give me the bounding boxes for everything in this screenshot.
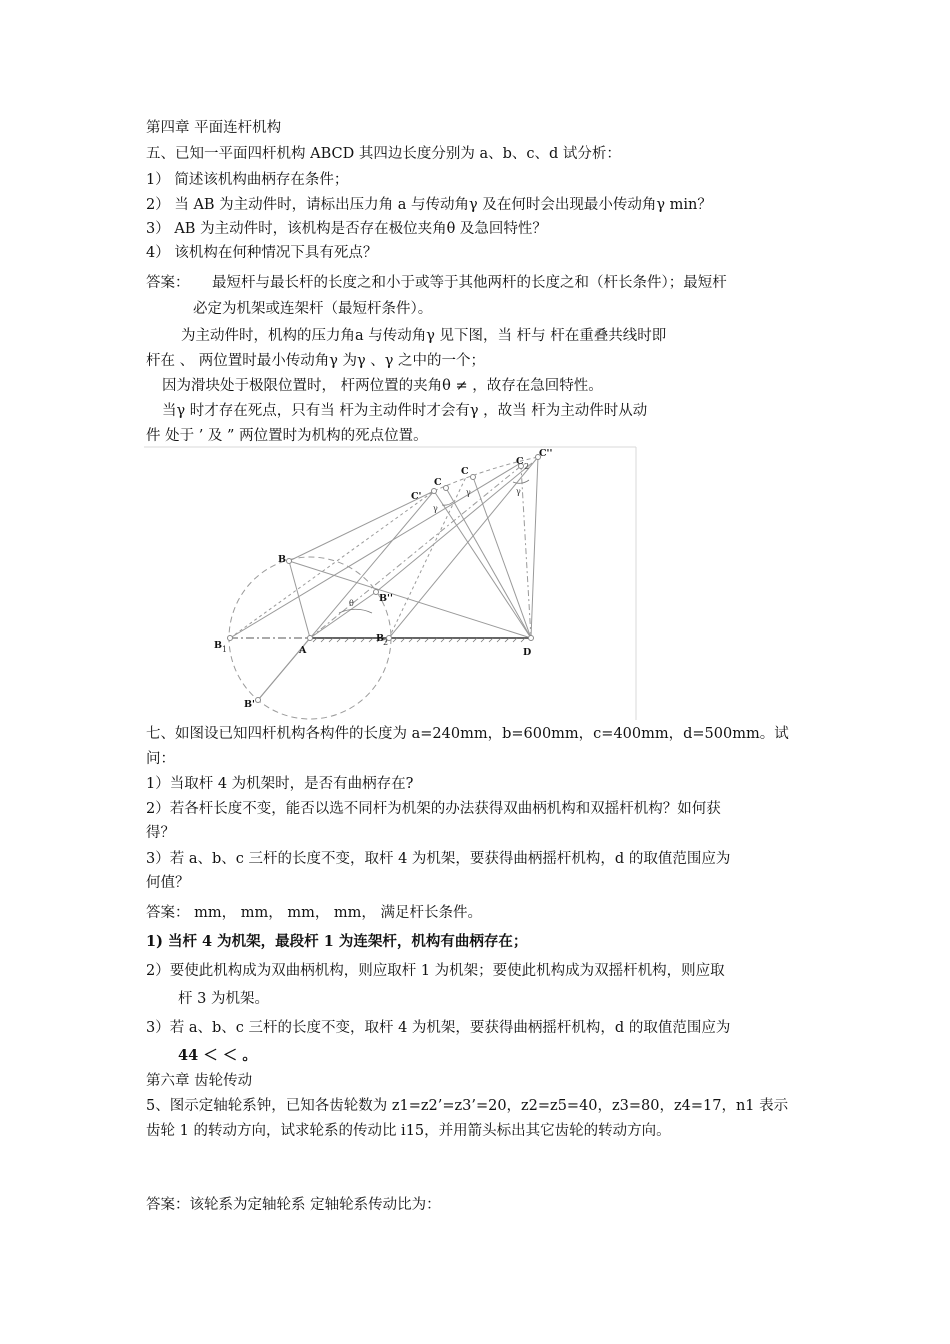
joint-C — [444, 486, 449, 491]
coupler-B-prime-C-prime — [258, 491, 434, 700]
label-theta: θ — [349, 599, 354, 608]
question-item: 3） AB 为主动件时，该机构是否存在极位夹角θ 及急回特性？ — [146, 221, 547, 237]
answer-item: 44 ＜ ＜ 。 — [178, 1047, 257, 1064]
rocker-DC-prime — [434, 491, 531, 638]
answer-line: 杆在 、 两位置时最小传动角γ 为γ 、γ 之中的一个； — [146, 353, 486, 369]
link-BD — [289, 561, 531, 638]
question-stem: 七、如图设已知四杆机构各构件的长度为 a=240mm，b=600mm，c=400mm，d=500mm。试 — [146, 726, 789, 742]
label-C1: C — [461, 466, 469, 477]
answer-item: 3）若 a、b、c 三杆的长度不变，取杆 4 为机架，要获得曲柄摇杆机构，d 的取值范围应为 — [146, 1020, 731, 1036]
joint-C-prime — [432, 489, 437, 494]
question-item: 1）当取杆 4 为机架时，是否有曲柄存在? — [146, 776, 414, 792]
question-item: 3）若 a、b、c 三杆的长度不变，取杆 4 为机架，要获得曲柄摇杆机构，d 的取值范围应为 — [146, 851, 731, 867]
question-item: 1） 简述该机构曲柄存在条件； — [146, 172, 349, 188]
question-stem: 问： — [146, 751, 175, 767]
four-bar-mechanism-figure — [143, 445, 637, 720]
label-C-prime: C' — [411, 491, 422, 502]
rocker-DC-dprime — [531, 457, 538, 638]
question-item: 得？ — [146, 825, 175, 841]
answer-item: 杆 3 为机架。 — [178, 991, 269, 1007]
joint-B-prime — [256, 698, 261, 703]
chapter-title: 第六章 齿轮传动 — [146, 1073, 253, 1089]
question-stem: 5、图示定轴轮系钟，已知各齿轮数为 z1=z2’=z3’=20，z2=z5=40，z3=80，z4=17，n1 表示 — [146, 1098, 789, 1114]
label-gamma: γ — [516, 487, 521, 496]
label-gamma: γ — [466, 488, 471, 497]
joint-B-dprime — [374, 590, 379, 595]
answer-line: 最短杆与最长杆的长度之和小于或等于其他两杆的长度之和（杆长条件）；最短杆 — [212, 275, 727, 291]
answer-line: 因为滑块处于极限位置时， 杆两位置的夹角θ ≠ ，故存在急回特性。 — [162, 378, 603, 394]
answer-label: 答案： — [146, 275, 190, 291]
rocker-DC2 — [521, 466, 531, 638]
question-item: 2） 当 AB 为主动件时，请标出压力角 a 与传动角γ 及在何时会出现最小传动角γ min？ — [146, 197, 712, 213]
label-B-prime: B' — [244, 699, 255, 710]
answer-line: 为主动件时，机构的压力角a 与传动角γ 见下图，当 杆与 杆在重叠共线时即 — [181, 328, 667, 344]
answer-line: 件 处于 ’ 及 ” 两位置时为机构的死点位置。 — [146, 428, 428, 444]
label-B2-sub: 2 — [383, 638, 389, 647]
answer-line: 当γ 时才存在死点，只有当 杆为主动件时才会有γ ，故当 杆为主动件时从动 — [162, 403, 648, 419]
label-C: C — [434, 477, 442, 488]
label-B2: B — [376, 633, 385, 644]
joint-B — [287, 559, 292, 564]
answer-item: 2）要使此机构成为双曲柄机构，则应取杆 1 为机架；要使此机构成为双摇杆机构，则应取 — [146, 963, 725, 979]
question-item: 4） 该机构在何种情况下具有死点？ — [146, 245, 378, 261]
label-B-dprime: B'' — [379, 593, 393, 604]
label-C-dprime: C'' — [539, 448, 553, 459]
joint-B1 — [228, 636, 233, 641]
label-A: A — [299, 645, 307, 656]
label-gamma: γ — [433, 504, 438, 513]
label-C2-sub: 2 — [524, 462, 530, 471]
question-item: 何值？ — [146, 875, 190, 891]
question-stem: 齿轮 1 的转动方向，试求轮系的传动比 i15，并用箭头标出其它齿轮的转动方向。 — [146, 1123, 671, 1139]
label-B1-sub: 1 — [222, 645, 228, 654]
joint-A — [308, 636, 313, 641]
label-C2: C — [516, 456, 524, 467]
joint-D — [529, 636, 534, 641]
gamma-arc — [513, 480, 529, 483]
answer-line: 答案：该轮系为定轴轮系 定轴轮系传动比为： — [146, 1197, 441, 1213]
answer-line: 必定为机架或连架杆（最短杆条件）。 — [193, 301, 433, 317]
chapter-title: 第四章 平面连杆机构 — [146, 120, 282, 136]
label-B1: B — [214, 640, 223, 651]
answer-line: 答案： mm， mm， mm， mm， 满足杆长条件。 — [146, 905, 483, 921]
coupler-B1-C2 — [230, 464, 519, 638]
answer-item: 1) 当杆 4 为机架，最段杆 1 为连架杆，机构有曲柄存在； — [146, 933, 528, 950]
label-D: D — [523, 647, 532, 658]
question-item: 2）若各杆长度不变，能否以选不同杆为机架的办法获得双曲柄机构和双摇杆机构？如何获 — [146, 801, 721, 817]
question-stem: 五、已知一平面四杆机构 ABCD 其四边长度分别为 a、b、c、d 试分析： — [146, 146, 621, 162]
joint-C1 — [471, 475, 476, 480]
label-B: B — [278, 554, 287, 565]
crank-AB — [289, 561, 310, 638]
coupler-B1-dashed — [230, 491, 434, 638]
